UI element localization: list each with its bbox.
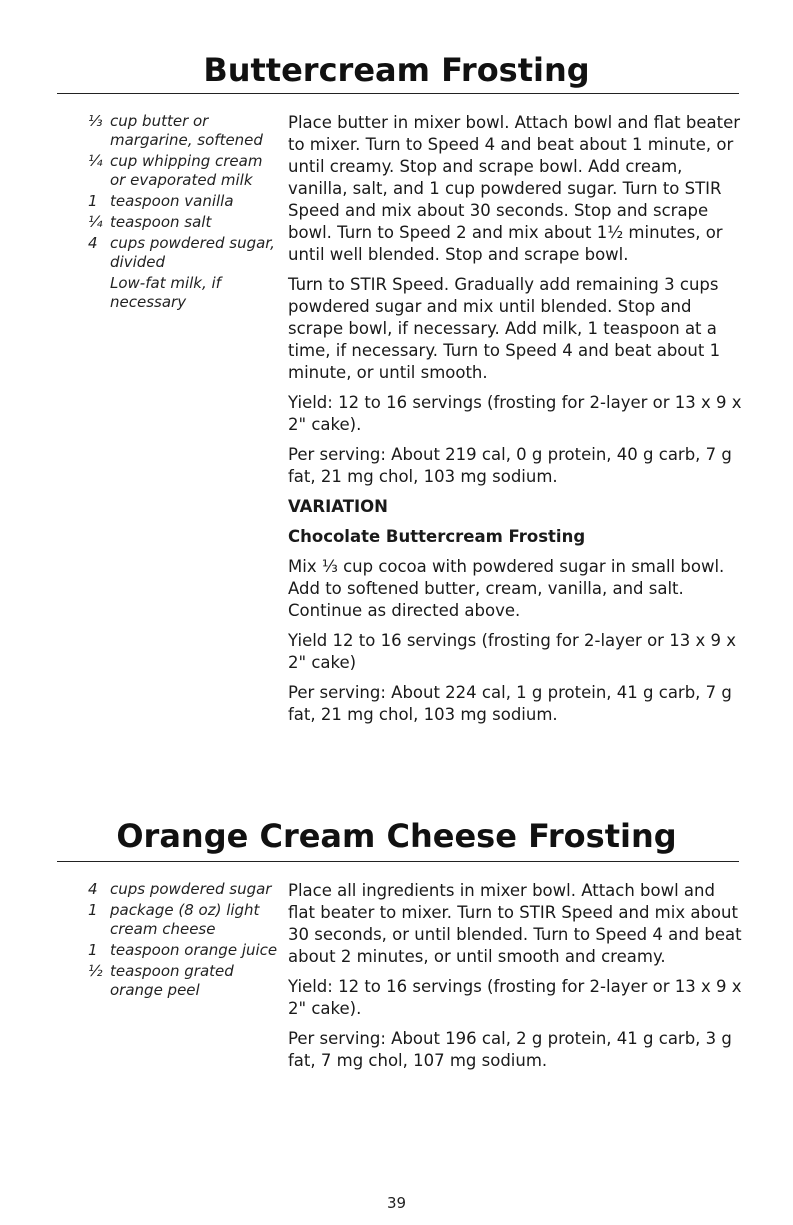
instruction-paragraph: Place all ingredients in mixer bowl. Attach bowl and flat beater to mixer. Turn to STIR Speed and mix about 30 seconds, or until blended. Turn to Speed 4 and beat about 2 minutes, or until smooth and creamy. xyxy=(288,881,742,966)
variation-title: Chocolate Buttercream Frosting xyxy=(288,527,586,546)
variation-paragraph: Mix ⅓ cup cocoa with powdered sugar in small bowl. Add to softened butter, cream, vanilla, and salt. Continue as directed above. xyxy=(288,557,725,620)
ingredient-text: teaspoon salt xyxy=(110,213,212,231)
ingredient-quantity: ¼ xyxy=(88,152,103,170)
instruction-paragraph: Turn to STIR Speed. Gradually add remaining 3 cups powdered sugar and mix until blended. Stop and scrape bowl, if necessary. Add milk, 1 teaspoon at a time, if necessary. Turn to Speed 4 and beat about 1 minute, or until smooth. xyxy=(288,275,721,382)
ingredient-quantity: ½ xyxy=(88,962,103,980)
ingredient-quantity: 1 xyxy=(88,901,98,919)
ingredient-item xyxy=(88,192,278,211)
ingredient-item xyxy=(88,112,278,150)
ingredient-text: teaspoon orange juice xyxy=(110,941,278,959)
ingredient-text: cups powdered sugar, divided xyxy=(110,234,275,271)
ingredient-item xyxy=(88,152,278,190)
ingredient-text: cups powdered sugar xyxy=(110,880,272,898)
recipe-title-buttercream: Buttercream Frosting xyxy=(203,51,590,89)
variation-label: VARIATION xyxy=(288,497,388,516)
ingredient-item xyxy=(88,274,278,312)
ingredient-text: teaspoon vanilla xyxy=(110,192,234,210)
ingredient-item xyxy=(88,880,278,899)
ingredient-quantity: 4 xyxy=(88,234,98,252)
ingredient-text: cup whipping cream or evaporated milk xyxy=(110,152,263,189)
ingredient-item xyxy=(88,213,278,232)
ingredient-quantity: 1 xyxy=(88,941,98,959)
section-divider xyxy=(57,861,739,862)
ingredient-text: package (8 oz) light cream cheese xyxy=(110,901,260,938)
ingredient-item xyxy=(88,901,278,939)
ingredient-item xyxy=(88,962,278,1000)
ingredient-quantity: ¼ xyxy=(88,213,103,231)
ingredient-text: Low-fat milk, if necessary xyxy=(110,274,221,311)
ingredient-quantity: ⅓ xyxy=(88,112,103,130)
instructions-orange xyxy=(288,880,743,1080)
variation-yield-text: Yield 12 to 16 servings (frosting for 2-layer or 13 x 9 x 2" cake) xyxy=(288,631,736,672)
ingredient-item xyxy=(88,234,278,272)
nutrition-text: Per serving: About 196 cal, 2 g protein, 41 g carb, 3 g fat, 7 mg chol, 107 mg sodium. xyxy=(288,1029,732,1070)
recipe-title-orange-cream-cheese: Orange Cream Cheese Frosting xyxy=(116,817,677,855)
nutrition-text: Per serving: About 219 cal, 0 g protein, 40 g carb, 7 g fat, 21 mg chol, 103 mg sodium. xyxy=(288,445,732,486)
yield-text: Yield: 12 to 16 servings (frosting for 2-layer or 13 x 9 x 2" cake). xyxy=(288,393,742,434)
instructions-buttercream xyxy=(288,112,743,734)
variation-nutrition-text: Per serving: About 224 cal, 1 g protein, 41 g carb, 7 g fat, 21 mg chol, 103 mg sodium. xyxy=(288,683,732,724)
ingredient-quantity: 4 xyxy=(88,880,98,898)
ingredient-item xyxy=(88,941,278,960)
ingredient-text: cup butter or margarine, softened xyxy=(110,112,263,149)
page-number: 39 xyxy=(386,1194,407,1212)
yield-text: Yield: 12 to 16 servings (frosting for 2-layer or 13 x 9 x 2" cake). xyxy=(288,977,742,1018)
section-divider xyxy=(57,93,739,94)
instruction-paragraph: Place butter in mixer bowl. Attach bowl and flat beater to mixer. Turn to Speed 4 and beat about 1 minute, or until creamy. Stop and scrape bowl. Add cream, vanilla, salt, and 1 cup powdered sugar. Turn to STIR Speed and mix about 30 seconds. Stop and scrape bowl. Turn to Speed 2 and mix about 1½ minutes, or until well blended. Stop and scrape bowl. xyxy=(288,113,741,264)
ingredient-quantity: 1 xyxy=(88,192,98,210)
ingredient-list-buttercream xyxy=(88,112,278,314)
ingredient-text: teaspoon grated orange peel xyxy=(110,962,234,999)
ingredient-list-orange xyxy=(88,880,278,1002)
